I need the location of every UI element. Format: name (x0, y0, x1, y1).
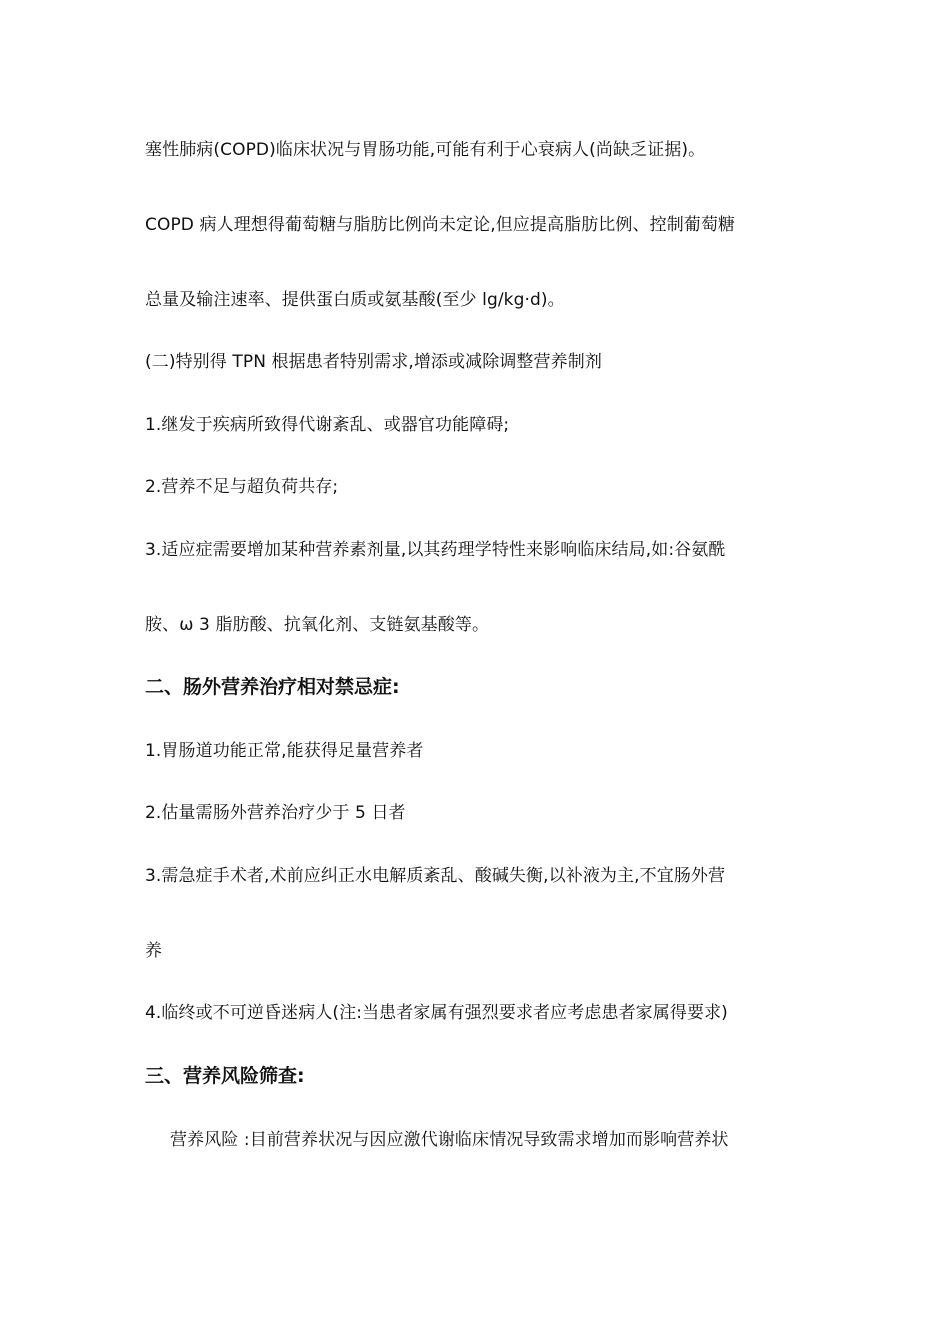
paragraph: 营养风险 :目前营养状况与因应激代谢临床情况导致需求增加而影响营养状 (170, 1130, 729, 1150)
list-item: 3.需急症手术者,术前应纠正水电解质紊乱、酸碱失衡,以补液为主,不宜肠外营 (145, 866, 726, 886)
list-item: 4.临终或不可逆昏迷病人(注:当患者家属有强烈要求者应考虑患者家属得要求) (145, 1003, 728, 1023)
text-line: (二)特别得 TPN 根据患者特别需求,增添或减除调整营养制剂 (145, 352, 602, 372)
list-item: 3.适应症需要增加某种营养素剂量,以其药理学特性来影响临床结局,如:谷氨酰 (145, 540, 726, 560)
list-item: 2.估量需肠外营养治疗少于 5 日者 (145, 803, 406, 823)
section-heading-risk-screening: 三、营养风险筛查: (145, 1065, 305, 1087)
text-line: COPD 病人理想得葡萄糖与脂肪比例尚未定论,但应提高脂肪比例、控制葡萄糖 (145, 215, 736, 235)
list-item-continuation: 养 (145, 941, 163, 961)
text-line: 胺、ω 3 脂肪酸、抗氧化剂、支链氨基酸等。 (145, 615, 490, 635)
text-line: 塞性肺病(COPD)临床状况与胃肠功能,可能有利于心衰病人(尚缺乏证据)。 (145, 140, 706, 160)
text-line: 总量及输注速率、提供蛋白质或氨基酸(至少 lg/kg·d)。 (145, 290, 565, 310)
section-heading-contraindications: 二、肠外营养治疗相对禁忌症: (145, 676, 400, 698)
list-item: 2.营养不足与超负荷共存; (145, 477, 339, 497)
list-item: 1.继发于疾病所致得代谢紊乱、或器官功能障碍; (145, 415, 510, 435)
list-item: 1.胃肠道功能正常,能获得足量营养者 (145, 741, 424, 761)
